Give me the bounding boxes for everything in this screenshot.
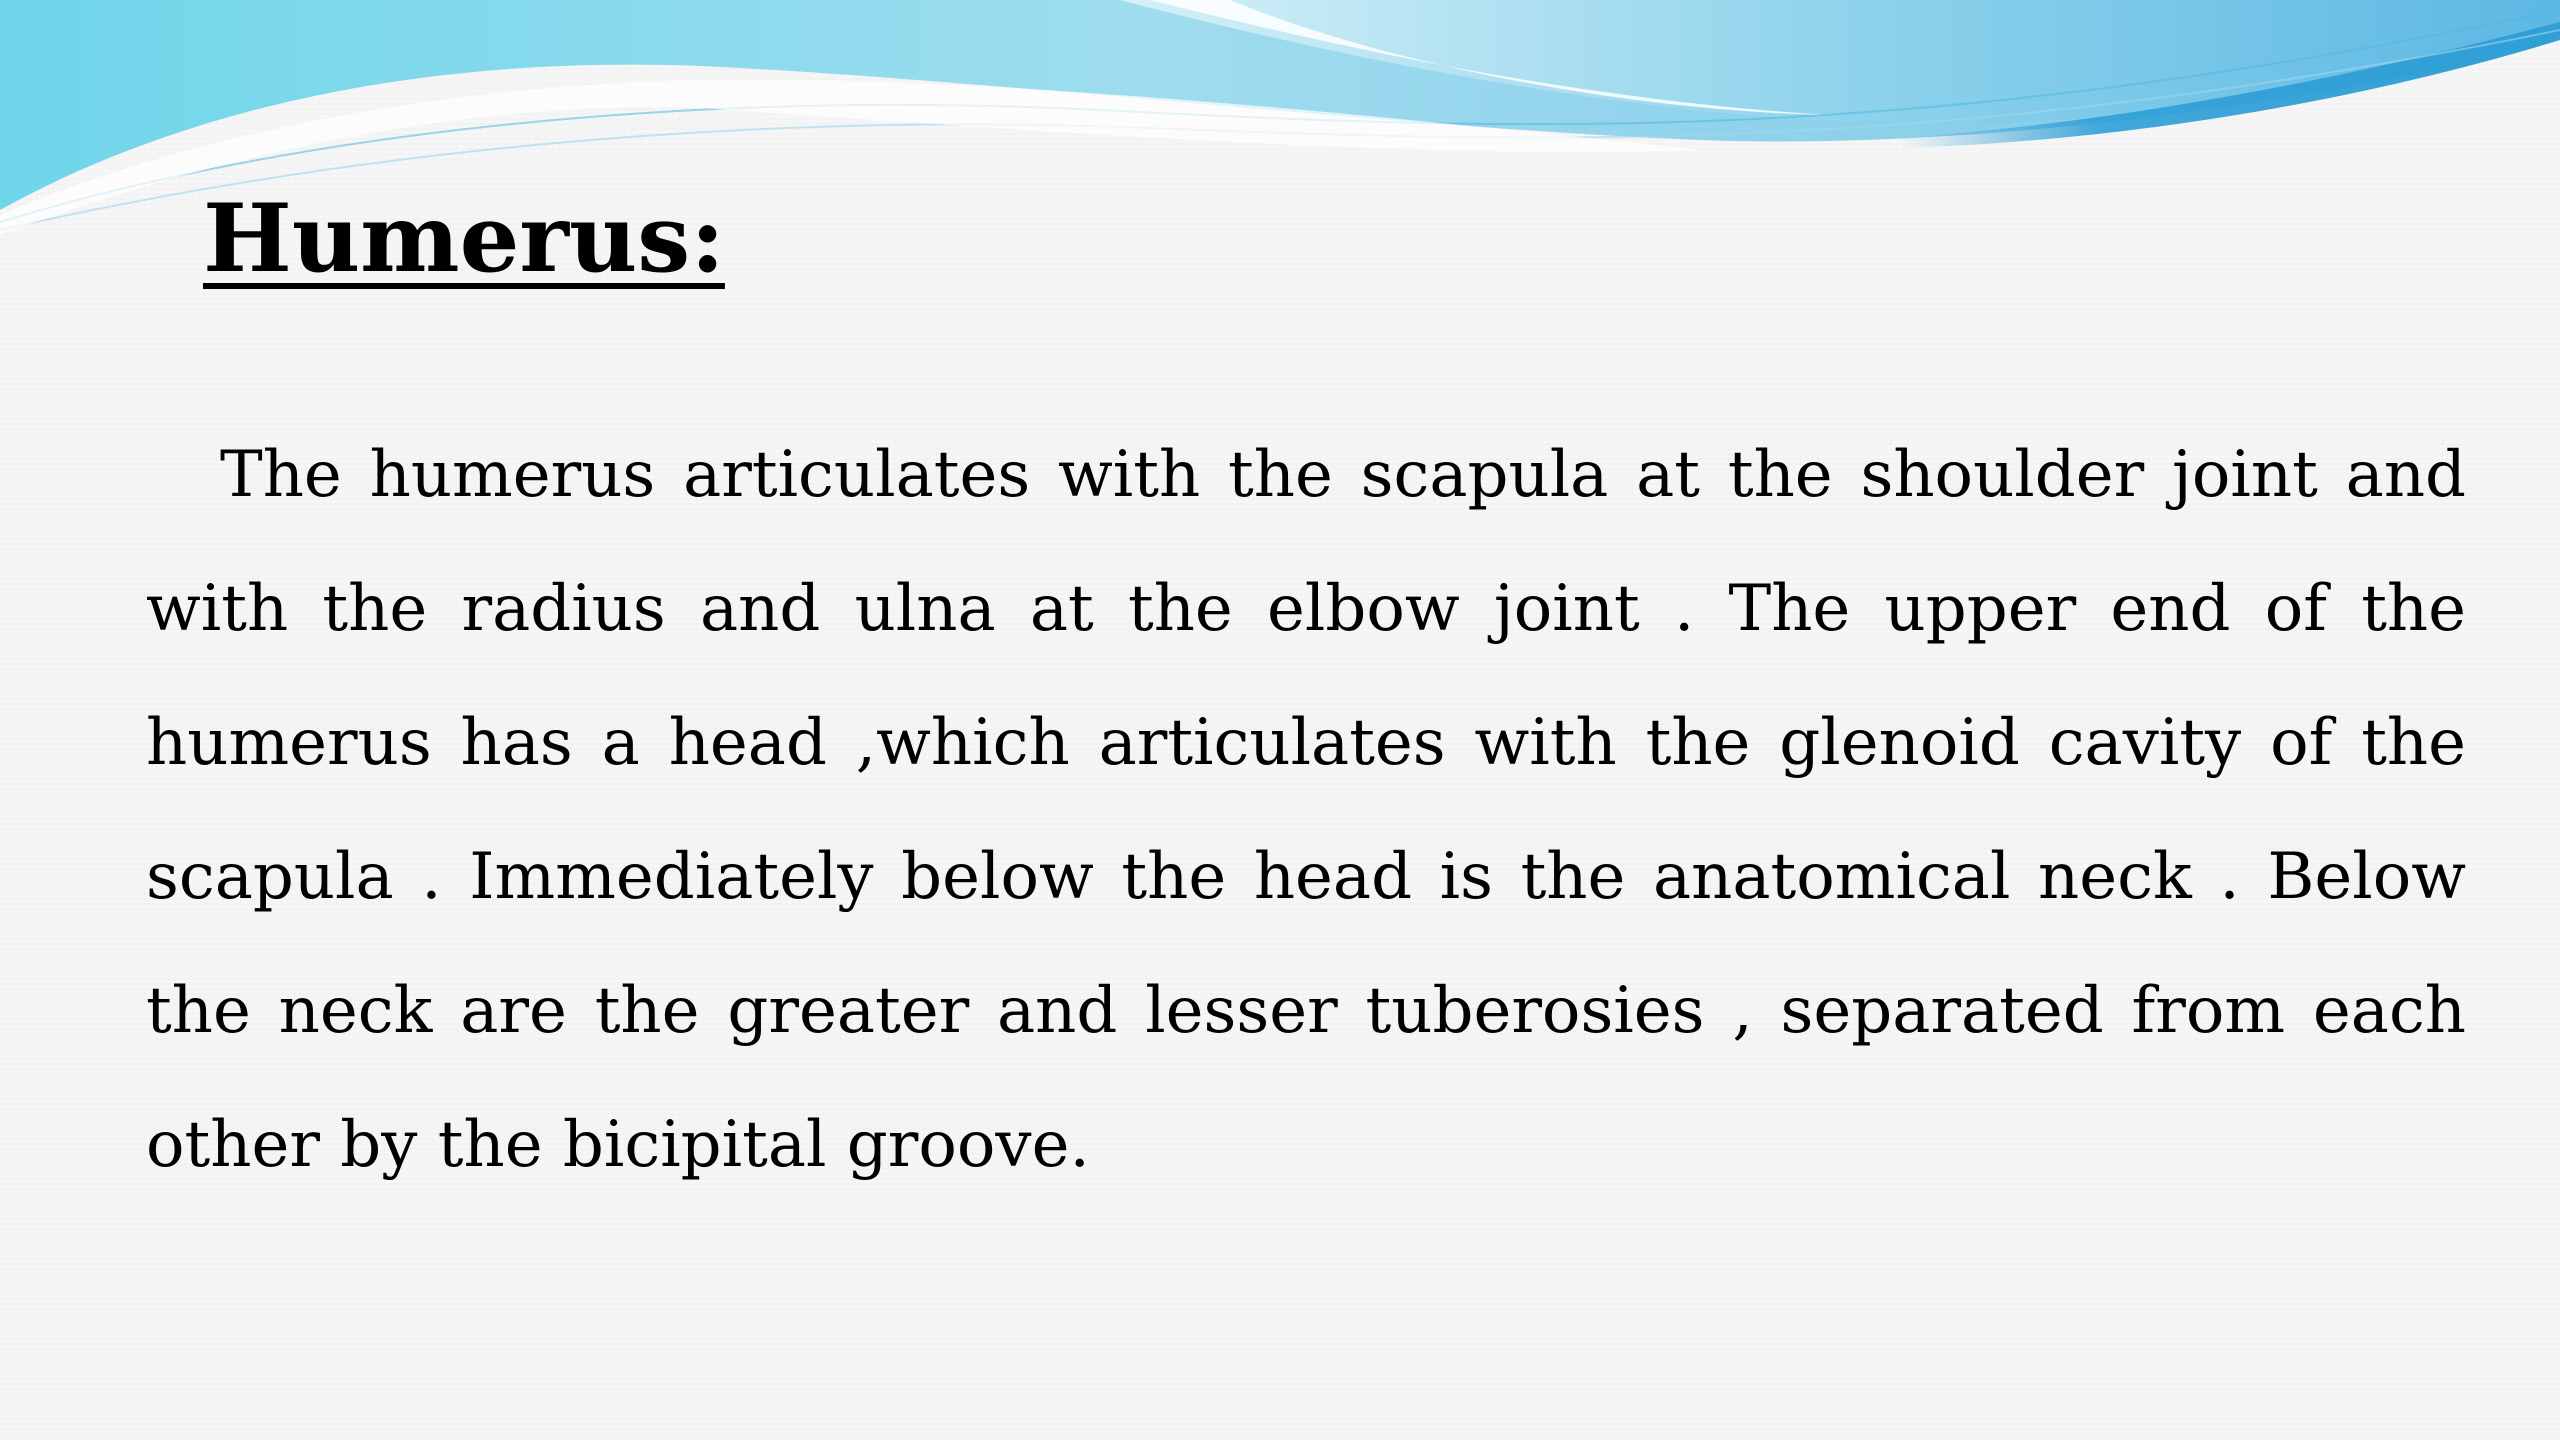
slide-body-paragraph: The humerus articulates with the scapula at the shoulder joint and with the radius and ulna at the elbow joint . The upper end of the humerus has a head ,which articulates with the glenoid cavity of the scapula . Immediately below the head is the anatomical neck . Below the neck are the greater and lesser tuberosies , separated from each other by the bicipital groove. (146, 438, 2466, 1182)
slide-title: Humerus: (203, 184, 725, 294)
